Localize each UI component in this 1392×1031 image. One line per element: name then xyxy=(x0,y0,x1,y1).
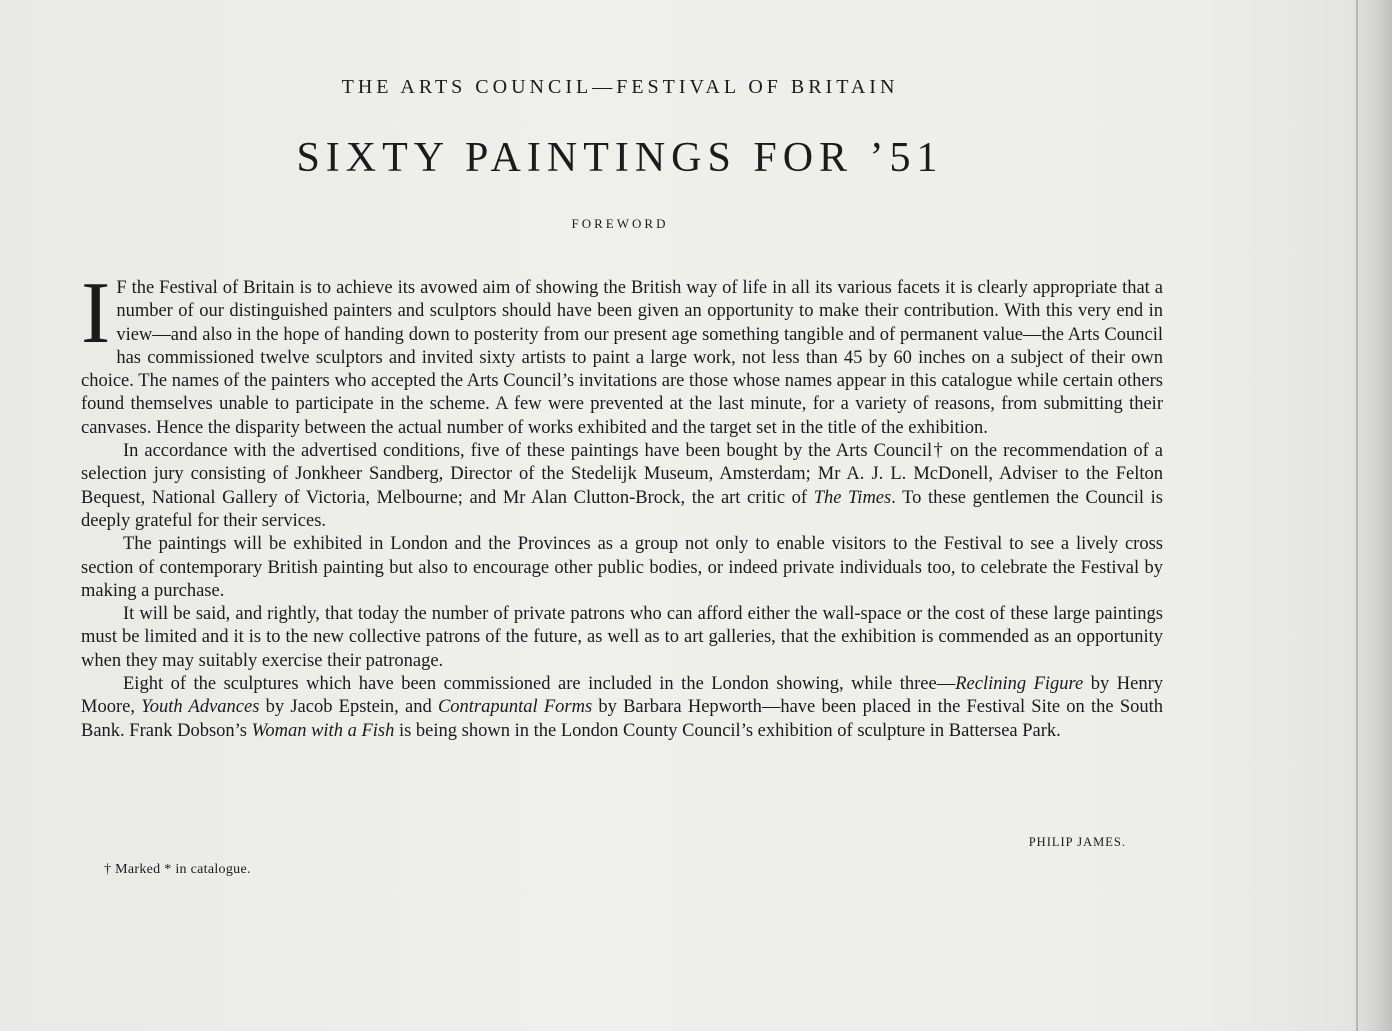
paragraph-5-text-e: is being shown in the London County Council’s exhibition of sculpture in Battersea Park. xyxy=(394,720,1061,741)
paragraph-1 xyxy=(81,265,1163,440)
paragraph-4: It will be said, and rightly, that today the number of private patrons who can afford either the wall-space or the cost of these large paintings must be limited and it is to the new collective patrons of the future, as well as to art galleries, that the exhibition is commended as an opportunity when they may suitably exercise their patronage. xyxy=(81,604,1163,671)
italic-the-times: The Times xyxy=(813,487,892,508)
paragraph-1-text: F the Festival of Britain is to achieve its avowed aim of showing the British way of life in all its various facets it is clearly appropriate that a number of our distinguished painters and sculptors should have been given an opportunity to make their contribution. With this very end in view—and also in the hope of handing down to posterity from our present age something tangible and of permanent value—the Arts Council has commissioned twelve sculptors and invited sixty artists to paint a large work, not less than 45 by 60 inches on a subject of their own choice. The names of the painters who accepted the Arts Council’s invitations are those whose names appear in this catalogue while certain others found themselves unable to participate in the scheme. A few were prevented at the last minute, for a variety of reasons, from submitting their canvases. Hence the disparity between the actual number of works exhibited and the target set in the title of the exhibition. xyxy=(81,278,1163,438)
footnote: † Marked * in catalogue. xyxy=(104,862,251,877)
section-heading: FOREWORD xyxy=(571,216,669,231)
italic-reclining-figure: Reclining Figure xyxy=(955,674,1084,695)
paragraph-2-text-b: . To these gentlemen the Council is deeply grateful for their services. xyxy=(81,487,1163,531)
paragraph-5-text-a: Eight of the sculptures which have been commissioned are included in the London showing, while three— xyxy=(123,674,956,695)
page-edge-shadow xyxy=(1352,0,1392,1031)
paragraph-5-text-b: by Henry Moore, xyxy=(81,674,1164,718)
page-title: SIXTY PAINTINGS FOR ’51 xyxy=(296,135,944,181)
paragraph-3: The paintings will be exhibited in London and the Provinces as a group not only to enable visitors to the Festival to see a lively cross section of contemporary British painting but also to encourage other public bodies, or indeed private individuals too, to celebrate the Festival by making a purchase. xyxy=(81,534,1163,601)
italic-woman-with-a-fish: Woman with a Fish xyxy=(251,720,395,741)
paragraph-5-text-c: by Jacob Epstein, and xyxy=(259,697,438,718)
paragraph-2-text-a: In accordance with the advertised conditions, five of these paintings have been bought by the Arts Council† on the recommendation of a selection jury consisting of Jonkheer Sandberg, Director of the Stedelijk Museum, Amsterdam; Mr A. J. L. McDonell, Adviser to the Felton Bequest, National Gallery of Victoria, Melbourne; and Mr Alan Clutton-Brock, the art critic of xyxy=(81,441,1163,508)
drop-cap: I xyxy=(81,265,111,362)
italic-youth-advances: Youth Advances xyxy=(141,697,260,718)
page-edge-line xyxy=(1356,0,1358,1031)
paragraph-5-text-d: by Barbara Hepworth—have been placed in the Festival Site on the South Bank. Frank Dobson’s xyxy=(81,697,1163,741)
italic-contrapuntal-forms: Contrapuntal Forms xyxy=(437,697,593,718)
paragraph-2 xyxy=(81,440,1163,533)
page-header: THE ARTS COUNCIL—FESTIVAL OF BRITAIN xyxy=(341,76,899,98)
paragraph-5 xyxy=(81,673,1163,743)
signature: PHILIP JAMES. xyxy=(1028,835,1126,849)
foreword-body xyxy=(81,265,1164,743)
